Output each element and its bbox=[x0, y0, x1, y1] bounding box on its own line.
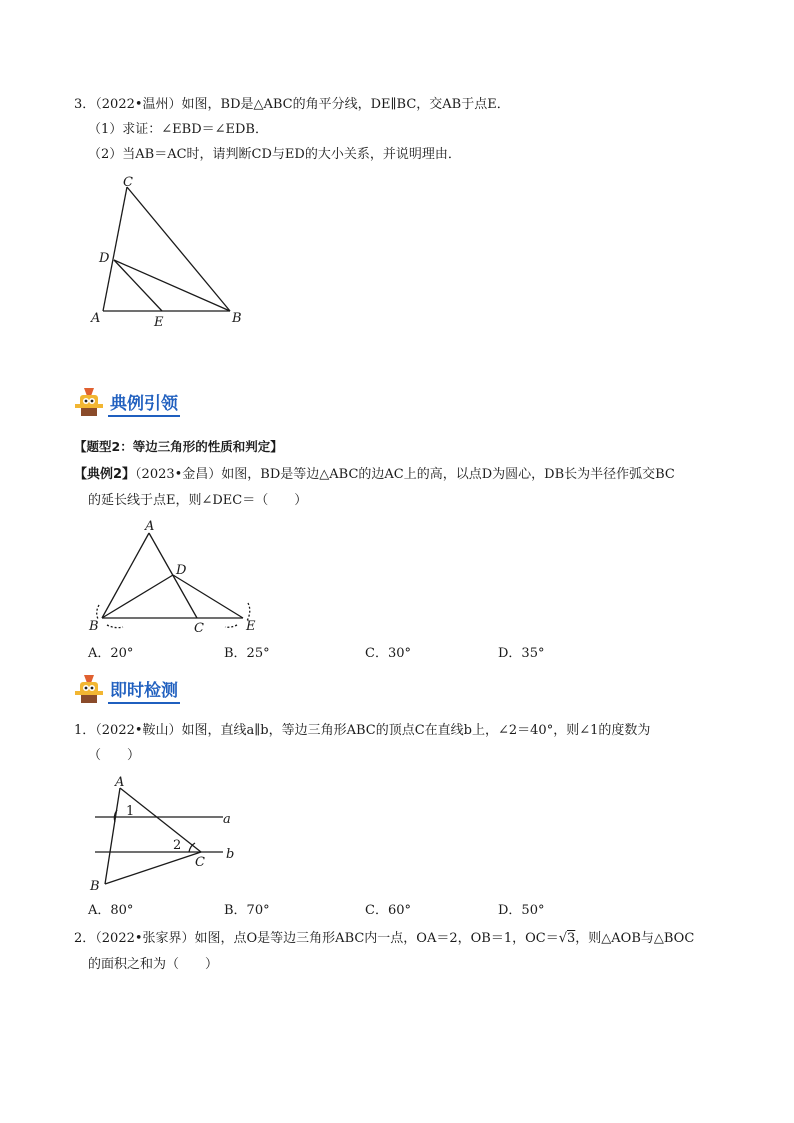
pencil-mascot-icon bbox=[74, 673, 104, 707]
option-a[interactable]: A．80° bbox=[88, 903, 134, 918]
label-c: C bbox=[194, 621, 204, 636]
label-angle-2: 2 bbox=[173, 838, 182, 853]
q3-stem: 3．（2022•温州）如图，BD是△ABC的角平分线，DE∥BC，交AB于点E． bbox=[74, 97, 510, 112]
arc-mark-e2 bbox=[225, 625, 237, 627]
q3-triangle-figure bbox=[85, 170, 255, 335]
problem-2-text-a: 2．（2022•张家界）如图，点O是等边三角形ABC内一点，OA＝2，OB＝1，OC＝√ bbox=[74, 931, 567, 946]
option-d[interactable]: D．35° bbox=[498, 646, 545, 661]
label-line-a: a bbox=[223, 812, 231, 827]
sqrt-radicand: 3 bbox=[567, 931, 576, 946]
label-c: C bbox=[123, 175, 133, 190]
example-2-tag: 【典例2】 bbox=[74, 467, 136, 482]
option-b[interactable]: B．25° bbox=[224, 646, 270, 661]
label-angle-1: 1 bbox=[126, 804, 135, 819]
option-b[interactable]: B．70° bbox=[224, 903, 270, 918]
label-d: D bbox=[99, 251, 110, 266]
option-c[interactable]: C．60° bbox=[365, 903, 411, 918]
section-title: 典例引领 bbox=[108, 389, 180, 417]
example-2-text: （2023•金昌）如图，BD是等边△ABC的边AC上的高，以点D为圆心，DB长为半径作弧交BC bbox=[135, 467, 675, 482]
example-2-figure bbox=[85, 515, 270, 640]
problem-1-figure bbox=[85, 770, 255, 895]
label-b: B bbox=[232, 311, 242, 326]
option-a[interactable]: A．20° bbox=[88, 646, 134, 661]
label-b: B bbox=[89, 619, 99, 634]
segment-ac bbox=[120, 788, 201, 852]
segment-de bbox=[173, 575, 243, 618]
q3-part2: （2）当AB＝AC时，请判断CD与ED的大小关系，并说明理由． bbox=[88, 147, 461, 162]
section-header-examples bbox=[74, 386, 180, 420]
segment-bd bbox=[102, 575, 173, 618]
segment-bd bbox=[114, 260, 230, 311]
label-b: B bbox=[90, 879, 100, 894]
segment-ca bbox=[103, 187, 127, 311]
label-d: D bbox=[176, 563, 187, 578]
label-a: A bbox=[115, 775, 125, 790]
example-2-stem-cont: 的延长线于点E，则∠DEC＝（ ） bbox=[88, 493, 308, 508]
segment-ab bbox=[105, 788, 120, 884]
example-2-stem bbox=[74, 466, 675, 484]
problem-1-stem: 1．（2022•鞍山）如图，直线a∥b，等边三角形ABC的顶点C在直线b上，∠2＝40°，则∠1的度数为 bbox=[74, 723, 651, 738]
segment-de bbox=[114, 260, 162, 311]
segment-bc bbox=[105, 852, 201, 884]
type-heading: 【题型2：等边三角形的性质和判定】 bbox=[74, 439, 283, 454]
label-line-b: b bbox=[226, 847, 235, 862]
label-e: E bbox=[246, 619, 256, 634]
section-title: 即时检测 bbox=[108, 676, 180, 704]
label-e: E bbox=[154, 315, 164, 330]
problem-1-stem-cont: （ ） bbox=[88, 748, 141, 763]
q3-part1: （1）求证：∠EBD＝∠EDB． bbox=[88, 122, 268, 137]
segment-cb bbox=[127, 187, 230, 311]
problem-2-stem bbox=[74, 930, 694, 948]
pencil-mascot-icon bbox=[74, 386, 104, 420]
option-c[interactable]: C．30° bbox=[365, 646, 411, 661]
label-a: A bbox=[145, 519, 155, 534]
option-d[interactable]: D．50° bbox=[498, 903, 545, 918]
arc-mark-b2 bbox=[107, 625, 123, 628]
segment-ab bbox=[102, 533, 149, 618]
label-c: C bbox=[195, 855, 205, 870]
label-a: A bbox=[91, 311, 101, 326]
problem-2-stem-cont: 的面积之和为（ ） bbox=[88, 957, 219, 972]
section-header-practice bbox=[74, 673, 180, 707]
problem-2-text-b: ，则△AOB与△BOC bbox=[575, 931, 695, 946]
arc-mark-b bbox=[97, 605, 99, 619]
